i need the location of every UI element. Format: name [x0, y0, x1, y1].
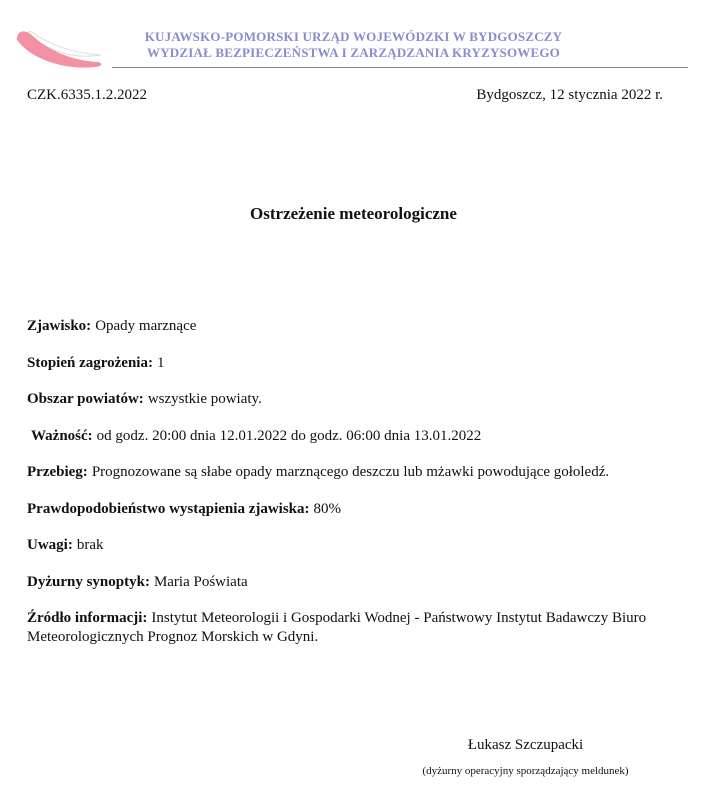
field-uwagi-label: Uwagi: [27, 537, 73, 553]
field-zjawisko-value: Opady marznące [95, 318, 197, 334]
field-przebieg-label: Przebieg: [27, 464, 88, 480]
field-stopien-zagrozenia-label: Stopień zagrożenia: [27, 354, 153, 371]
field-zjawisko [27, 317, 673, 336]
field-zrodlo-informacji-value: Instytut Meteorologii i Gospodarki Wodnej - Państwowy Instytut Badawczy Biuro Meteorologicznych Prognoz Morskich w Gdyni. [27, 610, 647, 645]
field-prawdopodobienstwo-label: Prawdopodobieństwo wystąpienia zjawiska: [27, 500, 310, 517]
field-zjawisko-label: Zjawisko: [27, 318, 92, 334]
field-przebieg [27, 463, 673, 482]
place-and-date: Bydgoszcz, 12 stycznia 2022 r. [476, 87, 663, 103]
field-dyzurny-synoptyk-value: Maria Poświata [153, 573, 248, 590]
field-obszar-powiatow-label: Obszar powiatów: [27, 391, 144, 407]
field-prawdopodobienstwo-value: 80% [313, 500, 342, 517]
field-prawdopodobienstwo [27, 500, 673, 519]
signature-name: Łukasz Szczupacki [467, 737, 584, 753]
field-dyzurny-synoptyk [27, 573, 673, 592]
field-obszar-powiatow-value: wszystkie powiaty. [147, 391, 262, 407]
page-title: Ostrzeżenie meteorologiczne [250, 204, 457, 223]
letterhead-org-name [0, 29, 707, 60]
field-obszar-powiatow [27, 390, 673, 409]
signature-role: (dyżurny operacyjny sporządzający meldunek) [422, 765, 629, 777]
field-zrodlo-informacji-label: Źródło informacji: [27, 610, 148, 626]
field-dyzurny-synoptyk-label: Dyżurny synoptyk: [27, 573, 150, 590]
field-waznosc-label: Ważność: [31, 427, 93, 444]
field-waznosc-value: od godz. 20:00 dnia 12.01.2022 do godz. 06:00 dnia 13.01.2022 [96, 427, 482, 444]
field-stopien-zagrozenia-value: 1 [156, 354, 165, 371]
signature-block [353, 736, 698, 778]
field-zrodlo-informacji [27, 609, 673, 646]
field-waznosc [27, 427, 673, 446]
case-number: CZK.6335.1.2.2022 [27, 87, 147, 103]
field-uwagi-value: brak [76, 537, 104, 553]
org-name-line1: KUJAWSKO-POMORSKI URZĄD WOJEWÓDZKI W BYDGOSZCZY [144, 29, 563, 44]
field-uwagi [27, 536, 673, 555]
field-stopien-zagrozenia [27, 354, 673, 373]
warning-fields [27, 317, 673, 664]
org-name-line2: WYDZIAŁ BEZPIECZEŃSTWA I ZARZĄDZANIA KRYZYSOWEGO [147, 44, 560, 60]
reference-row [27, 86, 663, 104]
field-przebieg-value: Prognozowane są słabe opady marznącego deszczu lub mżawki powodujące gołoledź. [91, 464, 610, 480]
letterhead-divider [112, 67, 688, 68]
